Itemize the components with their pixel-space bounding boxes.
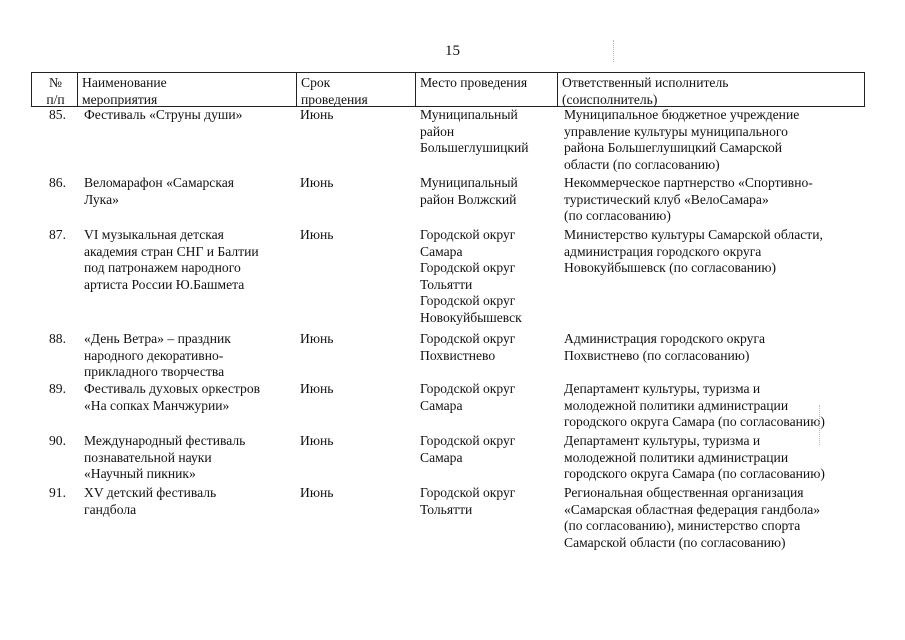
event-place: Муниципальный район Большеглушицкий <box>420 107 529 156</box>
event-executor: Некоммерческое партнерство «Спортивно- туристический клуб «ВелоСамара» (по согласованию) <box>564 175 813 224</box>
row-number: 91. <box>49 485 66 500</box>
event-name: Международный фестиваль познавательной науки «Научный пикник» <box>84 433 246 482</box>
page-number: 15 <box>445 43 460 59</box>
row-number: 88. <box>49 331 66 346</box>
header-executor: Ответственный исполнитель (соисполнитель) <box>557 73 866 106</box>
event-term: Июнь <box>300 331 334 346</box>
row-number: 89. <box>49 381 66 396</box>
event-executor: Департамент культуры, туризма и молодежной политики администрации городского округа Самара (по согласованию) <box>564 433 825 482</box>
event-name: Фестиваль духовых оркестров «На сопках Манчжурии» <box>84 381 261 413</box>
event-place: Муниципальный район Волжский <box>420 175 518 207</box>
header-place: Место проведения <box>415 73 557 106</box>
header-number: № п/п <box>46 75 65 106</box>
event-executor: Департамент культуры, туризма и молодежной политики администрации городского округа Самара (по согласованию) <box>564 381 825 430</box>
header-name: Наименование мероприятия <box>77 73 296 106</box>
event-place: Городской округ Самара Городской округ Тольятти Городской округ Новокуйбышевск <box>420 227 522 325</box>
table-row <box>31 107 865 175</box>
event-term: Июнь <box>300 107 334 122</box>
table-row <box>31 227 865 331</box>
event-name: Веломарафон «Самарская Лука» <box>84 175 235 207</box>
event-executor: Региональная общественная организация «Самарская областная федерация гандбола» (по согласованию), министерство спорта Самарской области (по согласованию) <box>564 485 821 550</box>
event-term: Июнь <box>300 485 334 500</box>
event-name: VI музыкальная детская академия стран СНГ и Балтии под патронажем народного артиста России Ю.Башмета <box>84 227 259 292</box>
events-table <box>31 72 865 553</box>
event-executor: Муниципальное бюджетное учреждение управление культуры муниципального района Большеглушицкий Самарской области (по согласованию) <box>564 107 800 172</box>
event-place: Городской округ Похвистнево <box>420 331 516 363</box>
row-number: 90. <box>49 433 66 448</box>
event-executor: Министерство культуры Самарской области, администрация городского округа Новокуйбышевск (по согласованию) <box>564 227 823 276</box>
event-name: Фестиваль «Струны души» <box>84 107 243 122</box>
row-number: 86. <box>49 175 66 190</box>
scan-artifact-line <box>613 40 614 62</box>
event-term: Июнь <box>300 433 334 448</box>
event-place: Городской округ Тольятти <box>420 485 516 517</box>
event-place: Городской округ Самара <box>420 433 516 465</box>
event-place: Городской округ Самара <box>420 381 516 413</box>
row-number: 87. <box>49 227 66 242</box>
scan-artifact-line <box>819 405 820 445</box>
event-term: Июнь <box>300 381 334 396</box>
table-row <box>31 485 865 553</box>
event-name: «День Ветра» – праздник народного декоративно- прикладного творчества <box>84 331 231 380</box>
event-name: XV детский фестиваль гандбола <box>84 485 217 517</box>
event-term: Июнь <box>300 175 334 190</box>
table-row <box>31 433 865 485</box>
table-header <box>31 72 865 107</box>
event-executor: Администрация городского округа Похвистнево (по согласованию) <box>564 331 766 363</box>
event-term: Июнь <box>300 227 334 242</box>
row-number: 85. <box>49 107 66 122</box>
table-row <box>31 331 865 381</box>
table-row <box>31 175 865 227</box>
table-row <box>31 381 865 433</box>
header-term: Срок проведения <box>296 73 415 106</box>
